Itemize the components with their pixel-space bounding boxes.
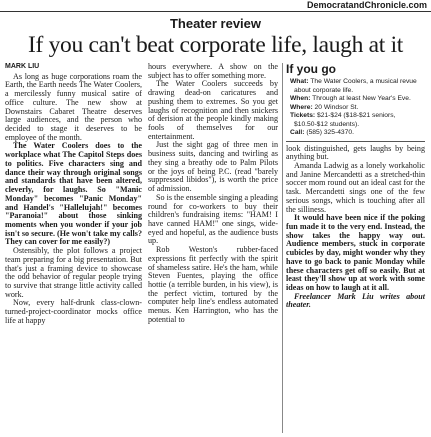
info-text: The Water Coolers, a musical revue about corporate life. xyxy=(294,78,417,94)
info-text: (585) 325-4370. xyxy=(304,129,354,136)
if-you-go-title: If you go xyxy=(286,62,336,76)
info-where xyxy=(286,104,425,113)
info-text: $21-$24 ($18-$21 seniors, $10.50-$12 students). xyxy=(294,112,396,128)
article-column-3 xyxy=(286,63,425,310)
paragraph: Ostensibly, the plot follows a project team preparing for a big presentation. But that's just a framing device to showcase the odd behavior of regular people trying to survive that strange little activity called work. xyxy=(5,246,142,299)
paragraph: The Water Coolers succeeds by drawing dead-on caricatures and pushing them to extremes. So you get laughs of recognition and then snickers of derision at the people kindly making fools of themselves for our entertainment. xyxy=(148,79,278,141)
paragraph: It would have been nice if the poking fun made it to the very end. Instead, the show takes the happy way out. Audience members, stuck in corporate cubicles by day, might wonder why they have to go back to panic Monday while these characters get off so easily. But at least they'll show up at work with some ideas on how to laugh at it all. xyxy=(286,213,425,292)
paragraph: hours everywhere. A show on the subject has to offer something more. xyxy=(148,62,278,80)
paragraph: look distinguished, gets laughs by being anything but. xyxy=(286,143,425,162)
if-you-go-box xyxy=(286,78,425,142)
section-label: Theater review xyxy=(169,16,262,31)
info-label: Call: xyxy=(290,129,305,136)
info-label: Tickets: xyxy=(290,112,316,119)
info-text: 20 Windsor St. xyxy=(312,103,359,111)
column-divider xyxy=(282,63,283,433)
paragraph: Now, every half-drunk class-clown-turned-project-coordinator mocks office life at happy xyxy=(5,298,142,325)
info-label: What: xyxy=(290,78,309,85)
article-column-1 xyxy=(5,63,142,326)
site-name: DemocratandChronicle.com xyxy=(306,0,427,10)
author-bio: Freelancer Mark Liu writes about theater. xyxy=(286,291,425,310)
paragraph: Rob Weston's rubber-faced expressions fit perfectly with the spirit of shameless satire. He's the ham, while Steven Fuentes, playing the office hottie (a terrible burden, in his view), is the perfect victim, tortured by the computer help line's endless automated menus. Ken Harrington, who has the potential to xyxy=(148,245,278,324)
info-call xyxy=(286,129,425,138)
top-rule xyxy=(0,11,431,12)
headline: If you can't beat corporate life, laugh at it xyxy=(27,32,404,58)
info-tickets xyxy=(286,112,425,129)
paragraph: So is the ensemble singing a pleading round for co-workers to buy their children's fundraising items: "HAM! I have canned HAM!" one sings, wide-eyed and hopeful, as the audience busts up. xyxy=(148,192,278,246)
paragraph: As long as huge corporations roam the Earth, the Earth needs The Water Coolers, a mercilessly funny musical satire of office culture. The new show at Downstairs Cabaret Theatre deserves large audiences, and the person who decided to stage it deserves to be employee of the month. xyxy=(5,71,142,142)
info-label: Where: xyxy=(290,103,313,111)
info-text: Through at least New Year's Eve. xyxy=(310,95,411,102)
paragraph: Just the sight gag of three men in business suits, dancing and twirling as they sing a breathy ode to Palm Pilots or the joys of being P.C. (read "barely suppressed libidos"), is worth the price of admission. xyxy=(148,140,278,194)
info-label: When: xyxy=(290,95,311,102)
paragraph: Amanda Ladwig as a lonely workaholic and Janine Mercandetti as a stretched-thin soccer mom round out an ideal cast for the task. Mercandetti sings one of the few serious songs, which is touching after all the silliness. xyxy=(286,160,425,214)
info-when xyxy=(286,95,425,104)
paragraph: The Water Coolers does to the workplace what The Capitol Steps does to politics. Five characters sing and dance their way through original songs and standards that have been altered, cleverly, for laughs. So "Manic Monday" becomes "Panic Monday" and Handel's "Hallelujah!" becomes "Paranoia!" about those sinking moments when you wonder if your job isn't so secure. (He won't take my calls? They can cover for me easily?) xyxy=(5,141,142,247)
info-what xyxy=(286,78,425,95)
byline: MARK LIU xyxy=(5,63,40,70)
article-column-2 xyxy=(148,63,278,325)
